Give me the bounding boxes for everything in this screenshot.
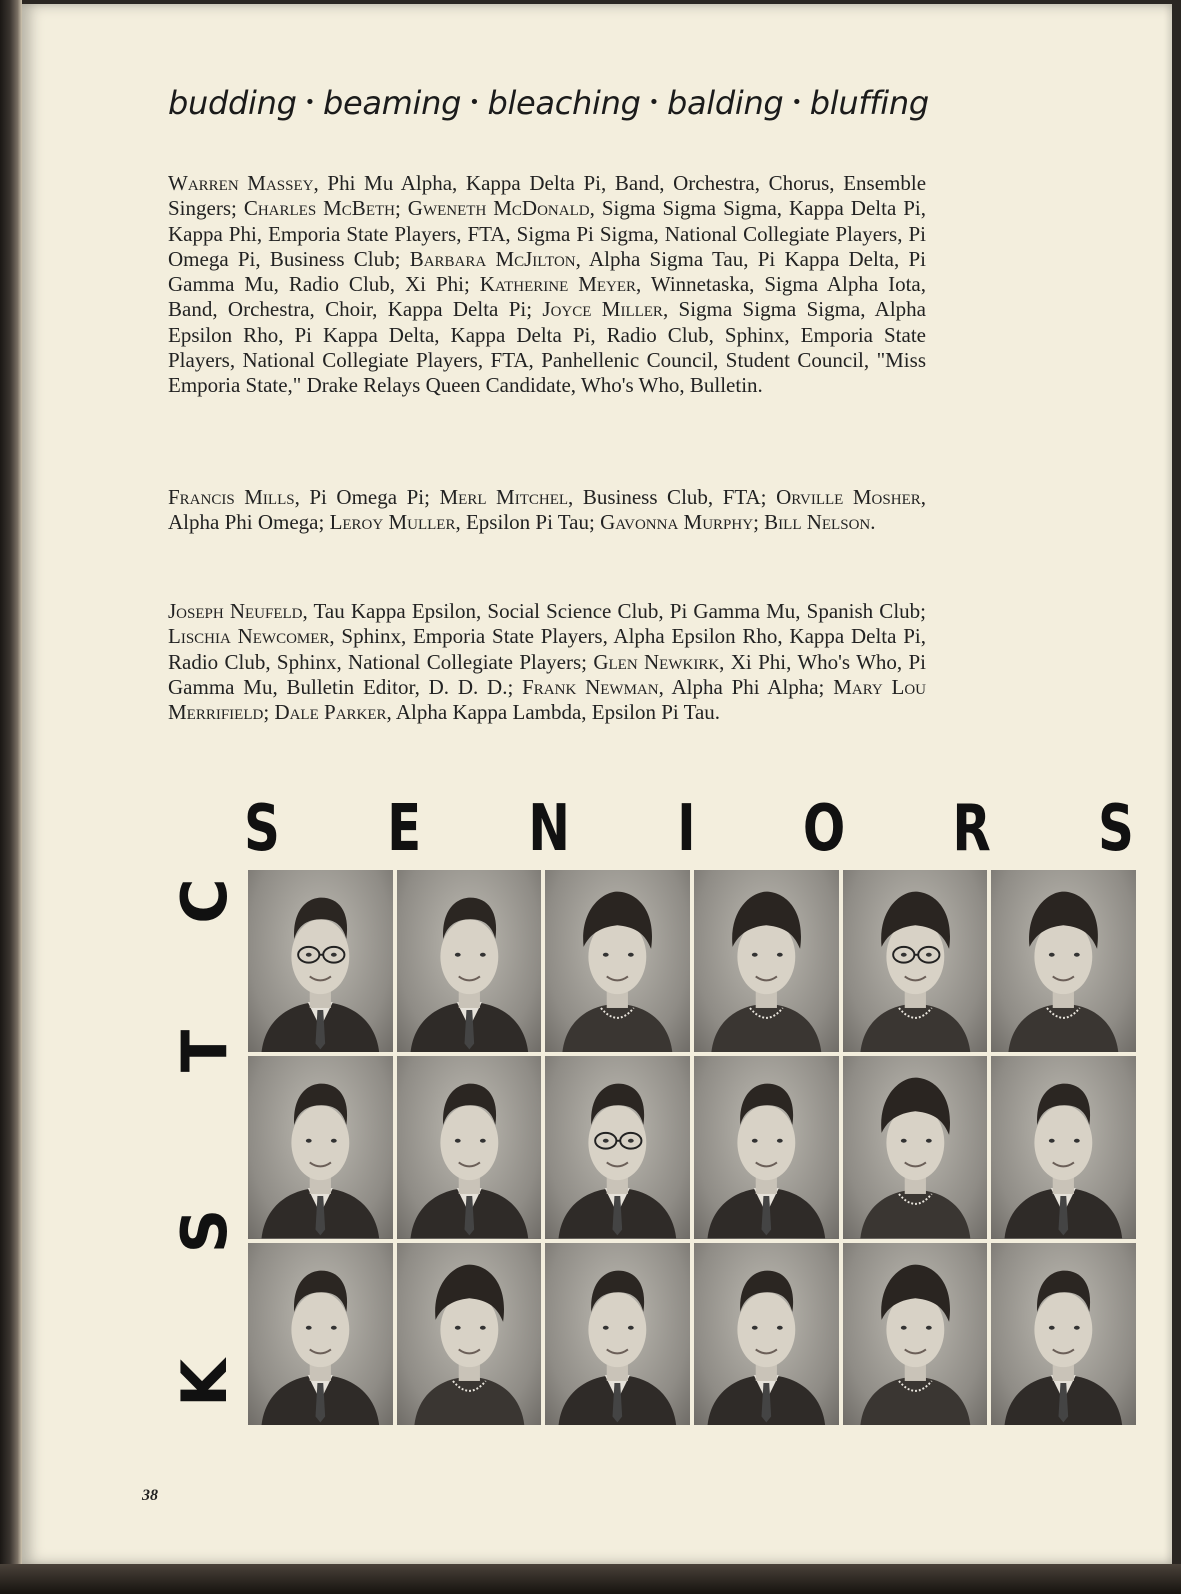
- seniors-letter: R: [952, 792, 991, 866]
- portrait-silhouette-icon: [843, 1056, 988, 1238]
- portrait-silhouette-icon: [843, 870, 988, 1052]
- portrait-silhouette-icon: [248, 1056, 393, 1238]
- activities-text: , Alpha Phi Alpha;: [658, 674, 834, 699]
- activities-text: , Tau Kappa Epsilon, Social Science Club, Pi Gamma Mu, Spanish Club;: [302, 599, 926, 623]
- senior-portrait: [248, 1056, 393, 1238]
- heading-word: budding: [168, 84, 297, 122]
- yearbook-page: [22, 4, 1172, 1564]
- senior-portrait: [694, 1056, 839, 1238]
- heading-separator: •: [791, 92, 802, 113]
- heading-separator: •: [469, 92, 480, 113]
- student-name: Frank Newman: [522, 674, 659, 699]
- kstc-vertical-banner: [170, 870, 240, 1425]
- senior-activities-paragraph-3: [168, 599, 926, 725]
- kstc-letter: T: [168, 1029, 241, 1073]
- page-bottom-edge: [0, 1564, 1181, 1594]
- student-name: Mary Lou Merrifield: [168, 674, 926, 725]
- activities-text: , Sigma Sigma Sigma, Alpha Epsilon Rho, Pi Kappa Delta, Kappa Delta Pi, Radio Club, Sphinx, Emporia State Players, National Collegiate Players, FTA, Panhellenic Council, Student Council, "Miss Emporia State," Drake Relays Queen Candidate, Who's Who, Bulletin.: [168, 297, 926, 398]
- activities-text: ;: [394, 196, 408, 221]
- portrait-silhouette-icon: [545, 870, 690, 1052]
- student-name: Gavonna Murphy: [600, 510, 754, 535]
- portrait-silhouette-icon: [545, 1056, 690, 1238]
- portrait-silhouette-icon: [991, 1243, 1136, 1425]
- senior-portrait: [843, 870, 988, 1052]
- student-name: Merl Mitchel: [439, 485, 569, 509]
- student-name: Glen Newkirk: [593, 649, 720, 674]
- heading-word: beaming: [322, 84, 462, 122]
- heading-separator: •: [304, 92, 315, 113]
- senior-portrait: [248, 1243, 393, 1425]
- seniors-letter: O: [802, 792, 846, 866]
- heading-word: bleaching: [487, 84, 641, 122]
- portrait-silhouette-icon: [397, 870, 542, 1052]
- activities-text: , Phi Mu Alpha, Kappa Delta Pi, Band, Orchestra, Chorus, Ensemble Singers;: [168, 171, 927, 221]
- senior-portrait: [545, 870, 690, 1052]
- activities-text: ;: [263, 700, 275, 725]
- portrait-silhouette-icon: [248, 1243, 393, 1425]
- portrait-silhouette-icon: [694, 1243, 839, 1425]
- portrait-silhouette-icon: [545, 1243, 690, 1425]
- activities-text: .: [870, 510, 876, 535]
- student-name: Gweneth McDonald: [407, 196, 590, 221]
- kstc-letter: C: [168, 878, 241, 924]
- senior-portrait: [991, 870, 1136, 1052]
- senior-portrait: [991, 1056, 1136, 1238]
- book-binding: [0, 0, 22, 1594]
- senior-portrait: [545, 1056, 690, 1238]
- student-name: Warren Massey: [168, 171, 314, 195]
- portrait-silhouette-icon: [694, 870, 839, 1052]
- student-name: Lischia Newcomer: [168, 624, 330, 649]
- heading-word: balding: [666, 84, 784, 122]
- student-name: Barbara McJilton: [409, 246, 576, 271]
- activities-text: , Alpha Kappa Lambda, Epsilon Pi Tau.: [386, 700, 721, 725]
- senior-portrait: [843, 1243, 988, 1425]
- student-name: Dale Parker: [274, 700, 387, 725]
- student-name: Bill Nelson: [764, 510, 871, 535]
- student-name: Francis Mills: [168, 485, 295, 509]
- kstc-letter: K: [168, 1358, 241, 1408]
- senior-portrait: [397, 1056, 542, 1238]
- portrait-silhouette-icon: [397, 1243, 542, 1425]
- student-name: Charles McBeth: [243, 196, 395, 221]
- senior-activities-paragraph-1: [168, 171, 926, 399]
- senior-activities-paragraph-2: [168, 485, 926, 536]
- seniors-banner: [244, 794, 1134, 864]
- page-number: 38: [142, 1487, 158, 1504]
- student-name: Orville Mosher: [776, 485, 921, 509]
- activities-text: , Winnetaska, Sigma Alpha Iota, Band, Orchestra, Choir, Kappa Delta Pi;: [168, 272, 926, 322]
- student-name: Katherine Meyer: [479, 272, 637, 297]
- seniors-letter: S: [1097, 792, 1134, 866]
- portrait-silhouette-icon: [843, 1243, 988, 1425]
- senior-portrait: [843, 1056, 988, 1238]
- kstc-letter: S: [168, 1208, 241, 1254]
- senior-portrait: [694, 1243, 839, 1425]
- portrait-silhouette-icon: [397, 1056, 542, 1238]
- senior-portrait-grid: [248, 870, 1136, 1425]
- portrait-silhouette-icon: [248, 870, 393, 1052]
- activities-text: , Business Club, FTA;: [568, 485, 777, 509]
- activities-text: , Pi Omega Pi;: [294, 485, 440, 509]
- seniors-letter: N: [528, 792, 571, 866]
- seniors-letter: E: [387, 792, 422, 866]
- heading-separator: •: [648, 92, 659, 113]
- senior-portrait: [694, 870, 839, 1052]
- activities-text: , Alpha Sigma Tau, Pi Kappa Delta, Pi Gamma Mu, Radio Club, Xi Phi;: [168, 246, 926, 297]
- activities-text: , Epsilon Pi Tau;: [455, 510, 601, 535]
- senior-portrait: [397, 1243, 542, 1425]
- seniors-letter: I: [677, 792, 696, 866]
- portrait-silhouette-icon: [991, 1056, 1136, 1238]
- portrait-silhouette-icon: [991, 870, 1136, 1052]
- senior-portrait: [991, 1243, 1136, 1425]
- senior-portrait: [545, 1243, 690, 1425]
- seniors-letter: S: [244, 792, 280, 866]
- activities-text: , Sphinx, Emporia State Players, Alpha Epsilon Rho, Kappa Delta Pi, Radio Club, Sphinx, National Collegiate Players;: [168, 624, 926, 674]
- portrait-silhouette-icon: [694, 1056, 839, 1238]
- student-name: Joseph Neufeld: [168, 599, 303, 623]
- page-heading: [168, 84, 929, 122]
- activities-text: , Sigma Sigma Sigma, Kappa Delta Pi, Kappa Phi, Emporia State Players, FTA, Sigma Pi Sigma, National Collegiate Players, Pi Omega Pi, Business Club;: [168, 196, 926, 271]
- student-name: Leroy Muller: [329, 510, 456, 535]
- senior-portrait: [397, 870, 542, 1052]
- activities-text: , Xi Phi, Who's Who, Pi Gamma Mu, Bulletin Editor, D. D. D.;: [168, 649, 926, 699]
- activities-text: ;: [753, 510, 765, 535]
- heading-word: bluffing: [809, 84, 929, 122]
- activities-text: , Alpha Phi Omega;: [168, 485, 926, 535]
- senior-portrait: [248, 870, 393, 1052]
- student-name: Joyce Miller: [542, 297, 663, 322]
